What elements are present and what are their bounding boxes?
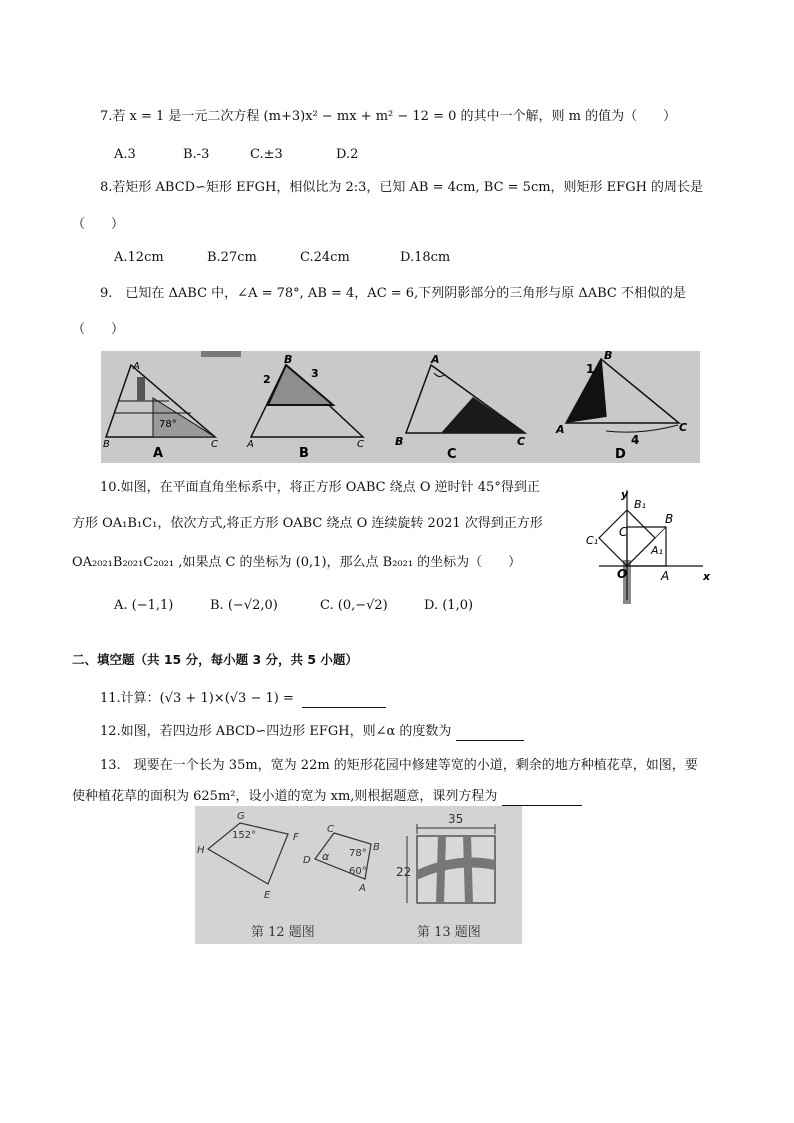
- q9-fig-d-vertex-a: A: [556, 423, 565, 436]
- fig12-angle-a: 60°: [349, 866, 367, 877]
- q10-fig-c: C: [619, 525, 628, 539]
- fig12-e: E: [264, 890, 271, 901]
- q8-option-d: D.18cm: [400, 250, 451, 265]
- q11-line: [100, 690, 386, 708]
- q10-fig-b: B: [665, 512, 674, 526]
- q10-line1: 10.如图，在平面直角坐标系中，将正方形 OABC 绕点 O 逆时针 45°得到正: [100, 480, 540, 495]
- q9-stem: 9. 已知在 ΔABC 中，∠A = 78°, AB = 4，AC = 6,下列阴影部分的三角形与原 ΔABC 不相似的是: [100, 286, 686, 301]
- q13-line2: [72, 788, 582, 806]
- q8-option-a: A.12cm: [114, 250, 164, 265]
- q10-option-a: A. (−1,1): [114, 598, 174, 613]
- q7-option-b: B.-3: [183, 147, 210, 162]
- q9-figure-photo: [101, 351, 700, 463]
- q9-fig-d-side-4: 4: [631, 433, 640, 447]
- q13-stem: 使种植花草的面积为 625m²，设小道的宽为 xm,则根据题意，课列方程为: [72, 789, 498, 804]
- fig12-angle-b: 78°: [349, 848, 367, 859]
- q9-paren: （ ）: [72, 322, 125, 337]
- fig12-a: A: [359, 883, 366, 894]
- q10-fig-a1: A₁: [651, 544, 663, 557]
- q11-stem: 11.计算：(√3 + 1)×(√3 − 1) =: [100, 691, 294, 706]
- q9-fig-d-vertex-c: C: [679, 421, 688, 434]
- q8-stem: 8.若矩形 ABCD∽矩形 EFGH，相似比为 2:3，已知 AB = 4cm, BC = 5cm，则矩形 EFGH 的周长是: [100, 180, 704, 195]
- q9-fig-c-vertex-a: A: [431, 353, 440, 366]
- q9-fig-a-vertex-a: A: [133, 361, 140, 372]
- fig12-angle-g: 152°: [232, 830, 257, 841]
- q10-figure: [585, 482, 715, 604]
- q10-line2: 方形 OA₁B₁C₁，依次方式,将正方形 OABC 绕点 O 连续旋转 2021 次得到正方形: [72, 516, 543, 531]
- q9-figure-d: [555, 351, 687, 462]
- q10-fig-y-axis: y: [621, 488, 629, 501]
- fig12-h: H: [197, 845, 205, 856]
- q8-option-c: C.24cm: [300, 250, 350, 265]
- q7-option-c: C.±3: [250, 147, 283, 162]
- q8-paren: （ ）: [72, 217, 125, 232]
- q7-option-d: D.2: [336, 147, 359, 162]
- q10-fig-a: A: [661, 569, 670, 583]
- fig13-height: 22: [396, 865, 412, 879]
- fig13-width: 35: [448, 812, 464, 826]
- q9-fig-b-vertex-c: C: [357, 439, 364, 450]
- q7-option-a: A.3: [114, 147, 136, 162]
- q9-fig-a-vertex-b: B: [103, 439, 110, 450]
- q9-figure-label-c: C: [447, 447, 457, 462]
- fig12-quad-efgh: [197, 811, 299, 901]
- q9-figure-label-d: D: [615, 447, 626, 462]
- q10-option-d: D. (1,0): [424, 598, 474, 613]
- section-2-heading: 二、填空题（共 15 分，每小题 3 分，共 5 小题）: [72, 652, 358, 667]
- q9-fig-b-vertex-a: A: [247, 439, 254, 450]
- q12-stem: 12.如图，若四边形 ABCD∽四边形 EFGH，则∠α 的度数为: [100, 724, 452, 739]
- fig12-quad-abcd: [303, 824, 380, 894]
- fig12-f: F: [293, 832, 299, 843]
- q8-option-b: B.27cm: [207, 250, 257, 265]
- q9-fig-a-vertex-c: C: [211, 439, 218, 450]
- q9-fig-b-vertex-b: B: [284, 353, 293, 366]
- fig12-caption: 第 12 题图: [251, 925, 315, 940]
- q9-figure-label-a: A: [153, 446, 164, 461]
- q9-fig-a-angle: 78°: [159, 419, 177, 430]
- fig12-alpha: α: [322, 850, 330, 863]
- q9-fig-b-side-2: 2: [263, 373, 271, 386]
- q9-fig-c-vertex-b: B: [395, 435, 404, 448]
- q10-option-c: C. (0,−√2): [320, 598, 388, 613]
- q9-figure-c: [395, 353, 525, 462]
- q12-line: [100, 723, 524, 741]
- q9-fig-b-side-3: 3: [311, 367, 319, 380]
- q13-line1: 13. 现要在一个长为 35m，宽为 22m 的矩形花园中修建等宽的小道，剩余的地方种植花草，如图，要: [100, 758, 698, 773]
- q10-option-b: B. (−√2,0): [210, 598, 278, 613]
- q10-fig-x-axis: x: [703, 570, 711, 583]
- q7-stem: 7.若 x = 1 是一元二次方程 (m+3)x² − mx + m² − 12 = 0 的其中一个解，则 m 的值为（ ）: [100, 109, 677, 124]
- q10-fig-c1: C₁: [586, 534, 599, 547]
- q9-fig-c-vertex-c: C: [517, 435, 526, 448]
- fig12-c: C: [327, 824, 334, 835]
- q9-figure-label-b: B: [299, 446, 309, 461]
- q9-fig-d-side-1: 1: [586, 362, 595, 376]
- fig13-garden: [396, 812, 495, 903]
- fig13-caption: 第 13 题图: [417, 925, 481, 940]
- fig12-13-photo: [195, 806, 522, 944]
- fig12-g: G: [237, 811, 245, 822]
- q9-figure-b: [246, 353, 364, 461]
- q11-answer-blank[interactable]: [302, 693, 386, 708]
- q10-fig-b1: B₁: [634, 498, 646, 511]
- fig12-b: B: [373, 842, 380, 853]
- q12-answer-blank[interactable]: [456, 726, 524, 741]
- fig12-d: D: [303, 855, 311, 866]
- q10-line3: OA₂₀₂₁B₂₀₂₁C₂₀₂₁ ,如果点 C 的坐标为 (0,1)，那么点 B₂₀₂₁ 的坐标为（ ）: [72, 555, 522, 570]
- q10-fig-o: O: [617, 567, 628, 581]
- q9-figure-a: [103, 361, 218, 461]
- q13-answer-blank[interactable]: [502, 791, 582, 806]
- q9-fig-d-vertex-b: B: [604, 351, 613, 362]
